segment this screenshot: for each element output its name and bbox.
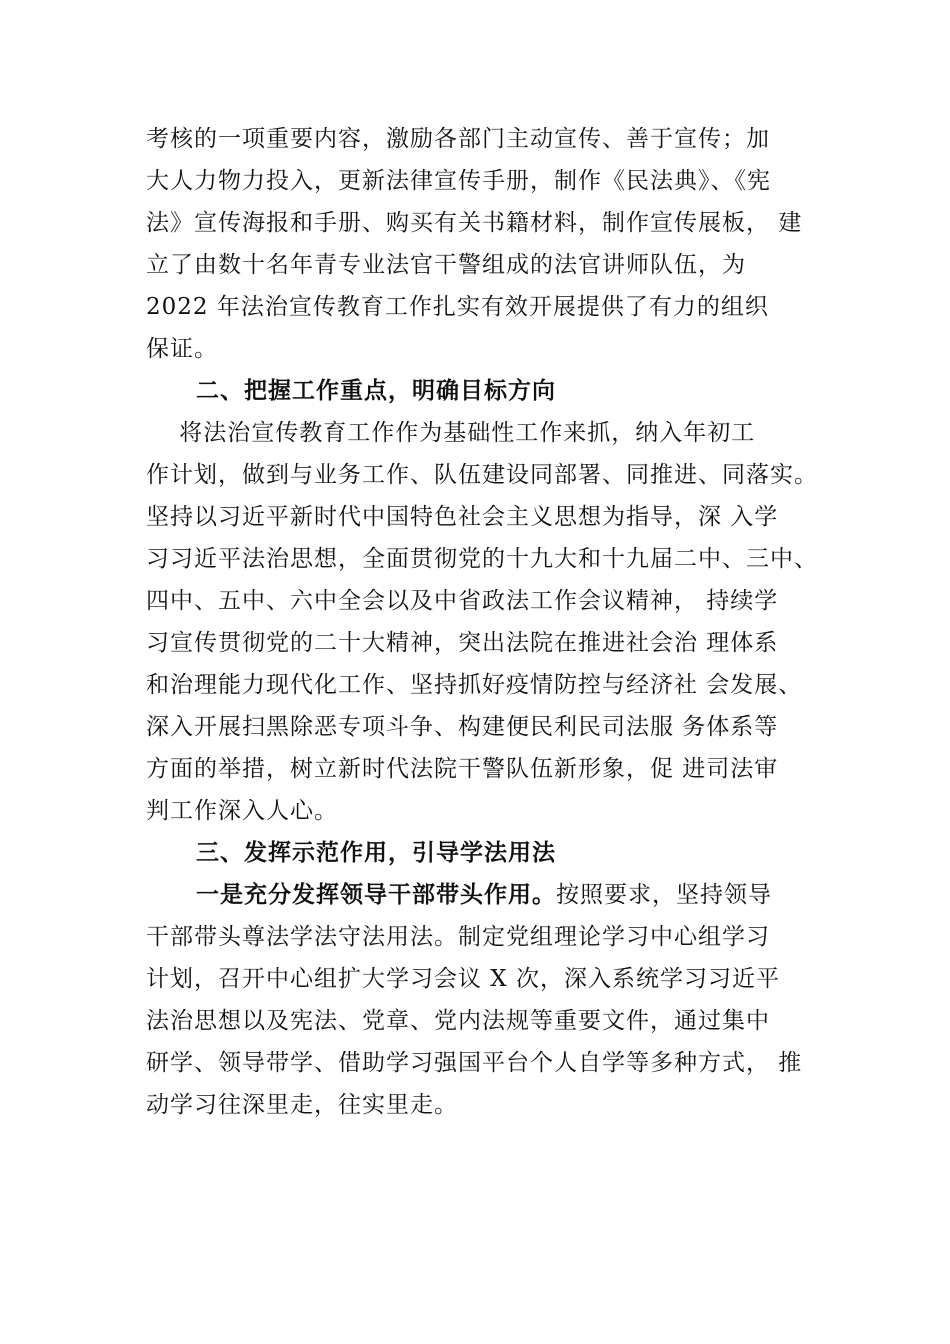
- text-line: 法治思想以及宪法、党章、党内法规等重要文件，通过集中: [146, 1008, 770, 1034]
- text-line: 立了由数十名年青专业法官干警组成的法官讲师队伍，为: [146, 252, 746, 278]
- lead-rest: 按照要求，坚持领导: [556, 882, 772, 908]
- text-line: 作计划，做到与业务工作、队伍建设同部署、同推进、同落实。: [146, 462, 818, 488]
- text-line: 动学习往深里走，往实里走。: [146, 1092, 458, 1118]
- text-line: 计划，召开中心组扩大学习会议 X 次，深入系统学习习近平: [146, 966, 780, 992]
- text-line: 2022 年法治宣传教育工作扎实有效开展提供了有力的组织: [146, 294, 769, 320]
- text-line: 判工作深入人心。: [146, 798, 338, 824]
- text-line: 保证。: [146, 336, 218, 362]
- text-line: 将法治宣传教育工作作为基础性工作来抓，纳入年初工: [146, 420, 756, 446]
- text-line: 深入开展扫黑除恶专项斗争、构建便民利民司法服 务体系等: [146, 714, 779, 740]
- text-line: 习宣传贯彻党的二十大精神，突出法院在推进社会治 理体系: [146, 630, 779, 656]
- section-heading-3: 三、发挥示范作用，引导学法用法: [196, 839, 556, 866]
- text-line: 考核的一项重要内容，激励各部门主动宣传、善于宣传；加: [146, 126, 770, 152]
- text-line: [196, 880, 772, 910]
- text-line: 法》宣传海报和手册、购买有关书籍材料，制作宣传展板， 建: [146, 210, 803, 236]
- text-line: 四中、五中、六中全会以及中省政法工作会议精神， 持续学: [146, 588, 779, 614]
- text-line: 和治理能力现代化工作、坚持抓好疫情防控与经济社 会发展、: [146, 672, 803, 698]
- text-line: 坚持以习近平新时代中国特色社会主义思想为指导，深 入学: [146, 504, 779, 530]
- section-heading-2: 二、把握工作重点，明确目标方向: [196, 377, 556, 404]
- lead-phrase: 一是充分发挥领导干部带头作用。: [196, 881, 556, 908]
- text-line: 研学、领导带学、借助学习强国平台个人自学等多种方式， 推: [146, 1050, 803, 1076]
- text-line: 干部带头尊法学法守法用法。制定党组理论学习中心组学习: [146, 924, 770, 950]
- text-line: 大人力物力投入，更新法律宣传手册，制作《民法典》、《宪: [146, 168, 771, 194]
- text-line: 方面的举措，树立新时代法院干警队伍新形象，促 进司法审: [146, 756, 779, 782]
- text-line: 习习近平法治思想，全面贯彻党的十九大和十九届二中、三中、: [146, 546, 818, 572]
